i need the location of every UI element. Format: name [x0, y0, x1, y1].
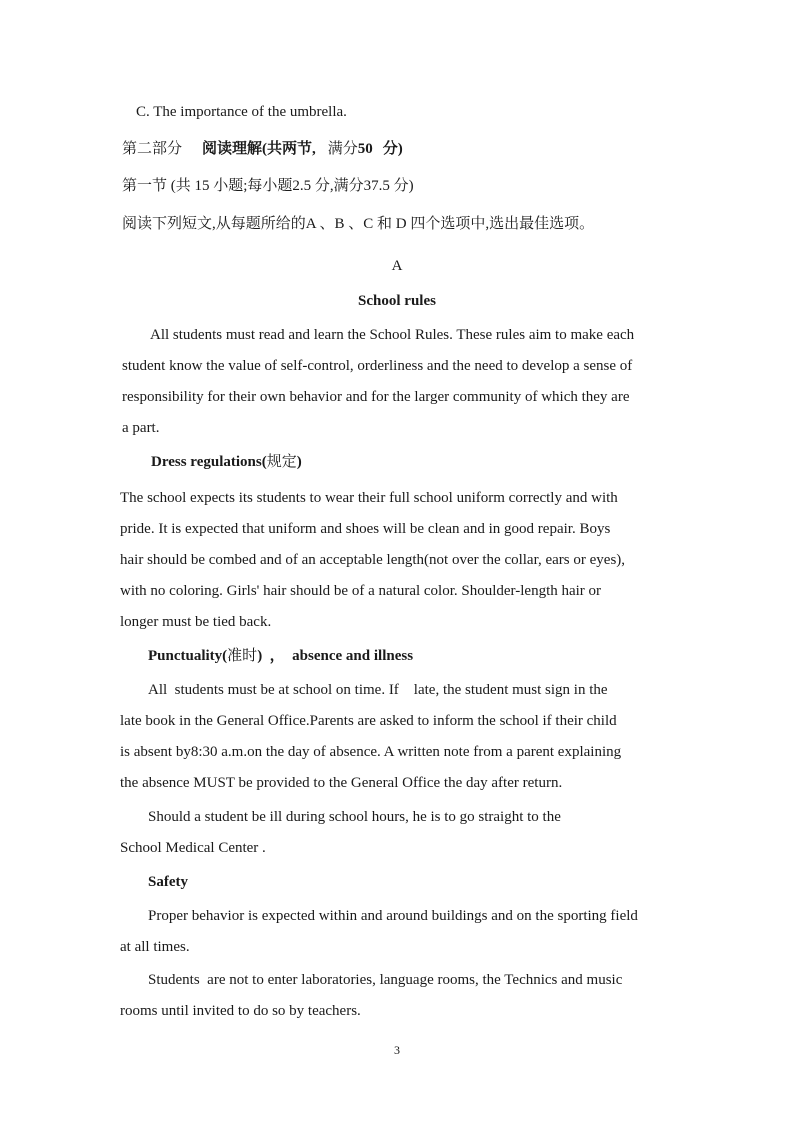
instructions: 阅读下列短文,从每题所给的A 、B 、C 和 D 四个选项中,选出最佳选项。: [122, 216, 595, 232]
lab-line: rooms until invited to do so by teachers.: [120, 1003, 361, 1019]
punctuality-heading: [148, 646, 413, 666]
safety-line: Proper behavior is expected within and around buildings and on the sporting field: [148, 908, 638, 924]
score-value: 50: [357, 141, 373, 157]
page-number: 3: [394, 1043, 400, 1057]
section-heading: 第一节 (共 15 小题;每小题2.5 分,满分37.5 分): [122, 178, 414, 194]
intro-line: responsibility for their own behavior and for the larger community of which they are: [122, 389, 630, 405]
dress-heading: [151, 452, 302, 472]
illness-line: Should a student be ill during school hours, he is to go straight to the: [148, 809, 561, 825]
part-title: 阅读理解(共两节,: [202, 141, 316, 157]
lab-line: Students are not to enter laboratories, language rooms, the Technics and music: [148, 972, 623, 988]
punctuality-line: late book in the General Office.Parents are asked to inform the school if their child: [120, 713, 617, 729]
safety-heading: Safety: [148, 874, 188, 890]
punctuality-line: the absence MUST be provided to the General Office the day after return.: [120, 775, 563, 791]
illness-line: School Medical Center .: [120, 840, 266, 856]
score-prefix: 满分: [327, 141, 358, 157]
passage-title: School rules: [358, 293, 436, 309]
option-c: C. The importance of the umbrella.: [136, 104, 347, 120]
dress-line: hair should be combed and of an acceptable length(not over the collar, ears or eyes),: [120, 552, 626, 568]
dress-line: longer must be tied back.: [120, 614, 272, 630]
dress-heading-cn: 规定: [266, 454, 297, 470]
punctuality-heading-cn: 准时: [227, 648, 258, 664]
score-unit: 分): [382, 141, 403, 157]
punctuality-line: is absent by8:30 a.m.on the day of absence. A written note from a parent explaining: [120, 744, 622, 760]
punctuality-line: All students must be at school on time. If late, the student must sign in the: [148, 682, 608, 698]
intro-line: a part.: [122, 420, 160, 436]
punctuality-heading-close: ) ， absence and illness: [257, 648, 414, 664]
part-heading: [122, 139, 403, 159]
dress-heading-en: Dress regulations(: [151, 454, 267, 470]
safety-line: at all times.: [120, 939, 190, 955]
dress-heading-close: ): [296, 454, 302, 470]
intro-line: student know the value of self-control, orderliness and the need to develop a sense of: [122, 358, 633, 374]
intro-line: All students must read and learn the School Rules. These rules aim to make each: [150, 327, 635, 343]
dress-line: The school expects its students to wear their full school uniform correctly and with: [120, 490, 618, 506]
dress-line: pride. It is expected that uniform and shoes will be clean and in good repair. Boys: [120, 521, 611, 537]
passage-label: A: [391, 258, 403, 274]
punctuality-heading-en: Punctuality(: [148, 648, 228, 664]
part-label: 第二部分: [122, 141, 183, 157]
dress-line: with no coloring. Girls' hair should be of a natural color. Shoulder-length hair or: [120, 583, 602, 599]
